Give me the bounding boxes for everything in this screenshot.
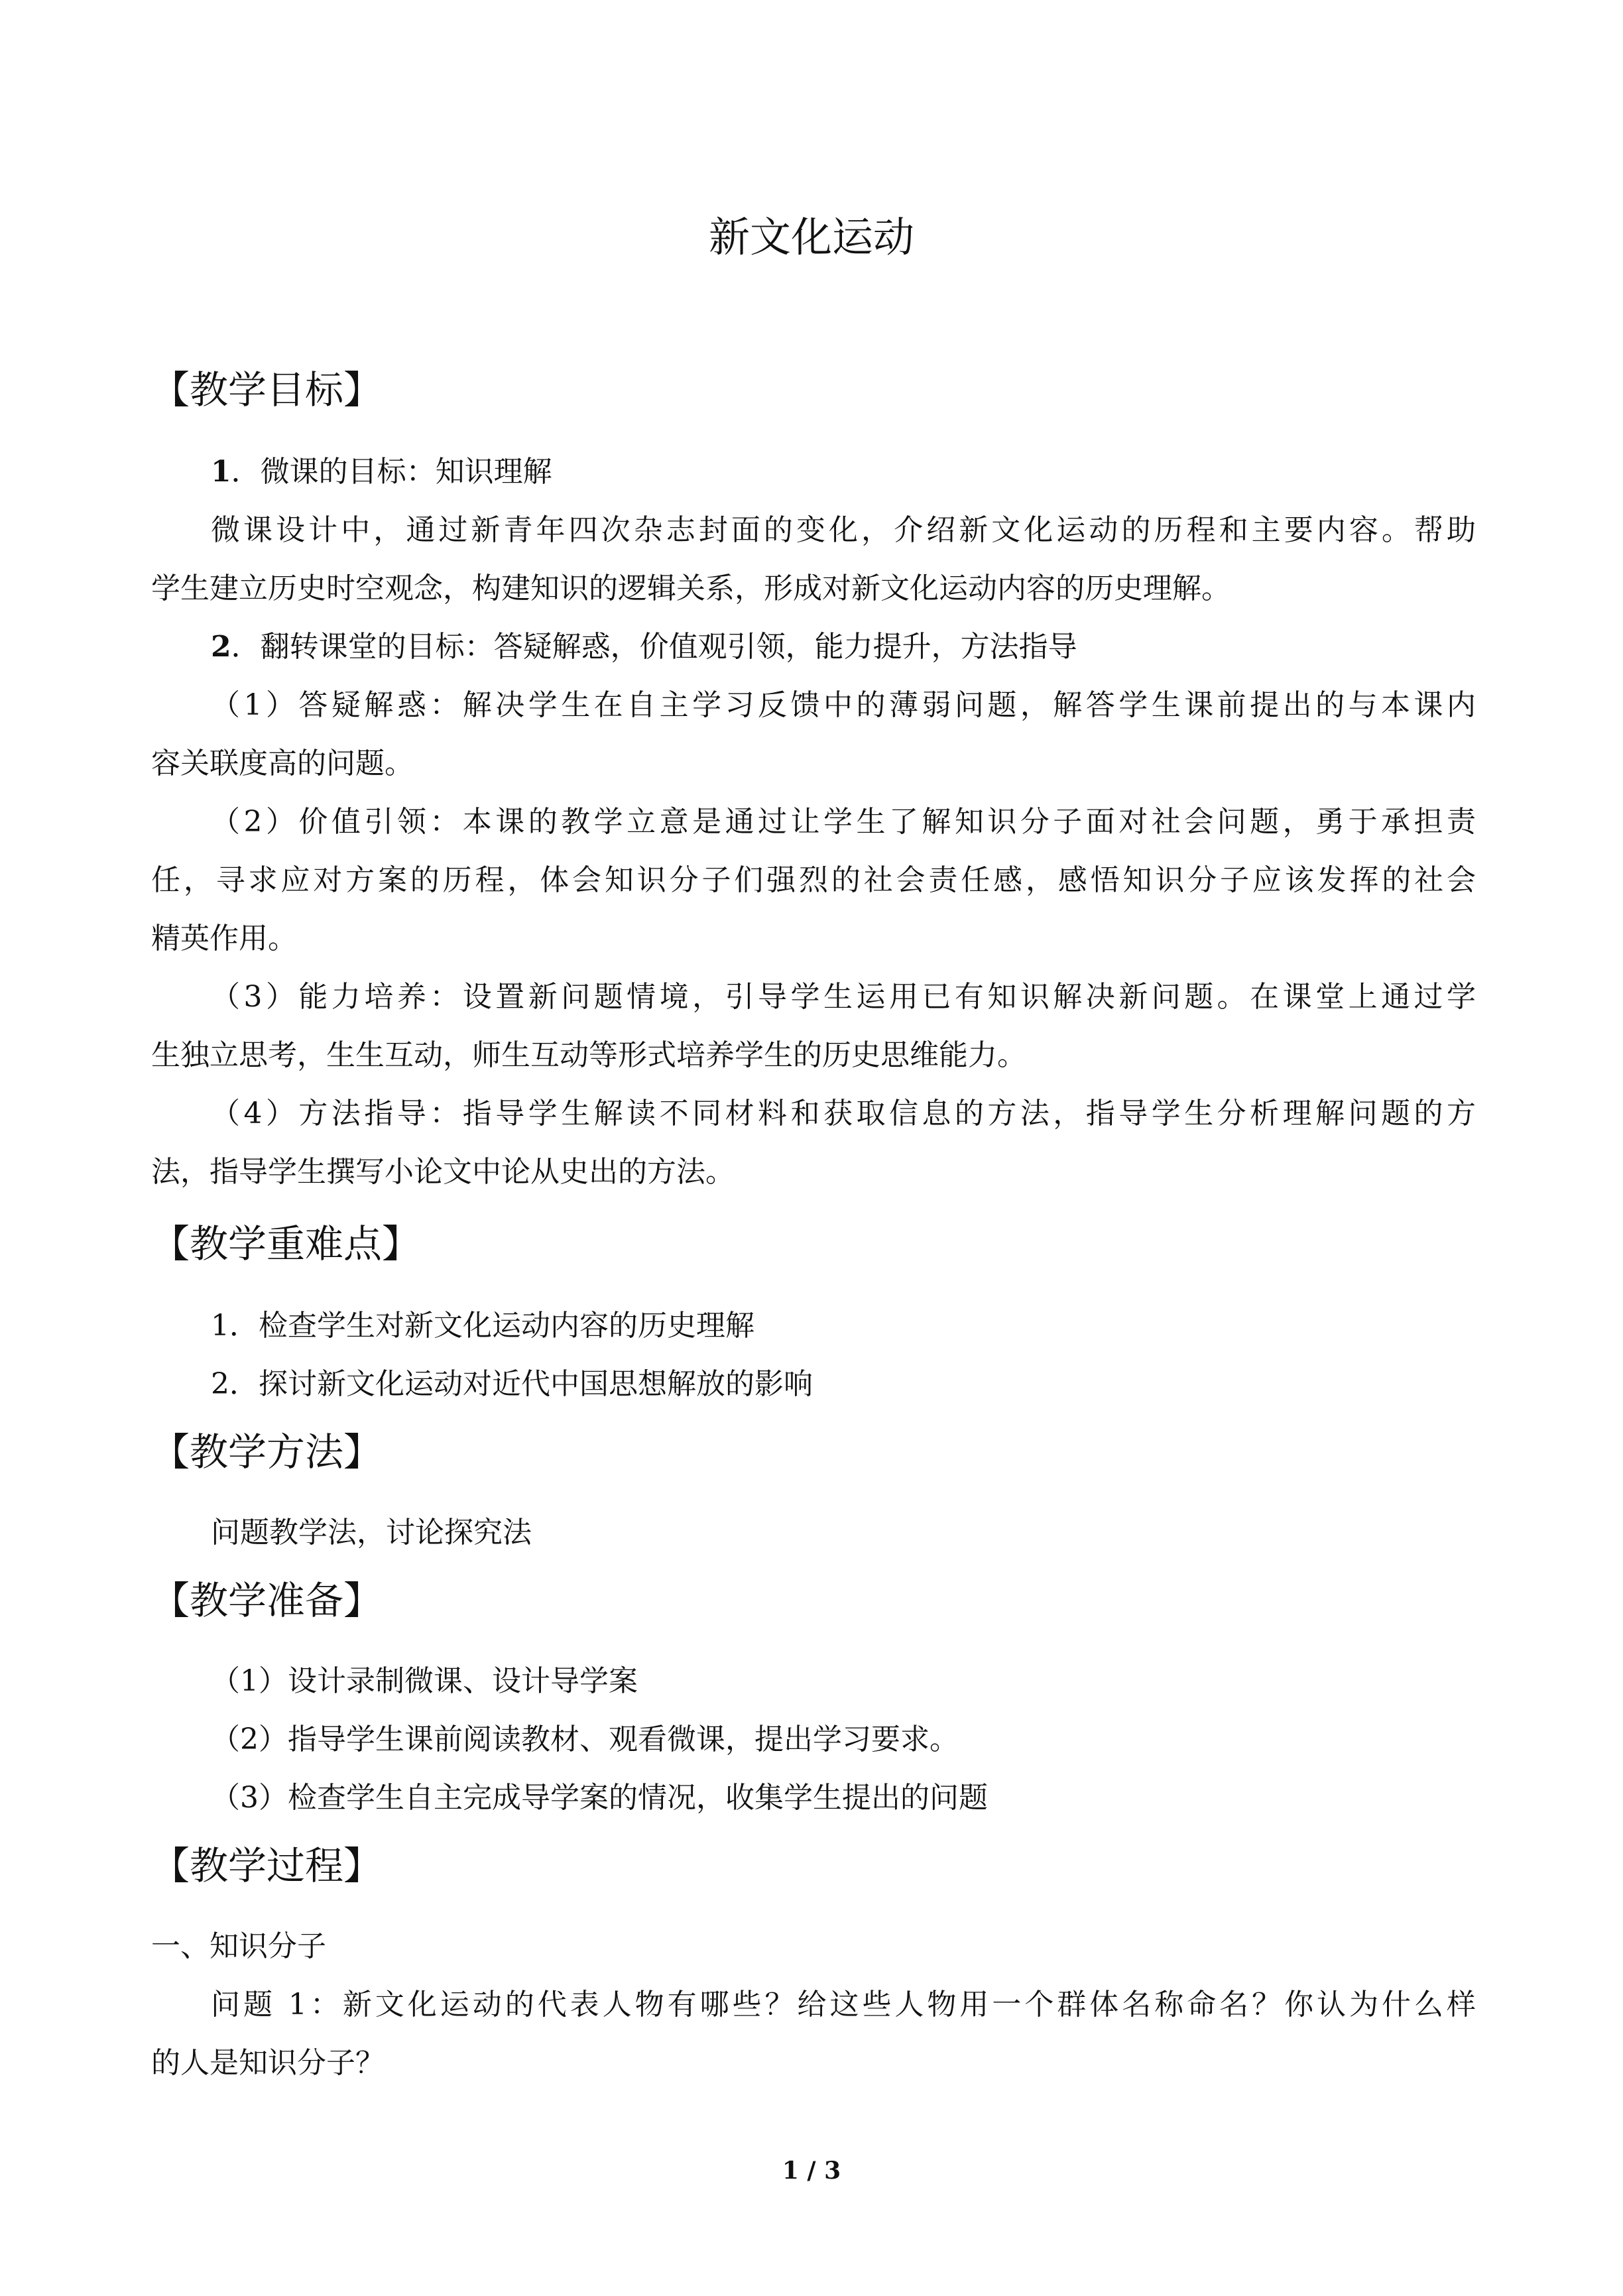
- objective-sub-2-line-2: 任，寻求应对方案的历程，体会知识分子们强烈的社会责任感，感悟知识分子应该发挥的社会: [151, 863, 1476, 897]
- key-point-item-2: 2．探讨新文化运动对近代中国思想解放的影响: [211, 1367, 813, 1401]
- objective-sub-2-line-3: 精英作用。: [151, 922, 297, 955]
- process-sub-heading: 一、知识分子: [151, 1929, 326, 1963]
- objective-item-2: [211, 626, 1077, 668]
- key-point-item-1: 1．检查学生对新文化运动内容的历史理解: [211, 1309, 754, 1343]
- objective-sub-1-line-2: 容关联度高的问题。: [151, 747, 414, 780]
- objective-item-1-number: 1: [211, 455, 231, 489]
- section-heading-methods: 【教学方法】: [151, 1429, 383, 1475]
- preparation-item-1: （1）设计录制微课、设计导学案: [211, 1664, 638, 1698]
- objective-item-1-text: ．微课的目标：知识理解: [231, 455, 552, 489]
- objective-sub-4-line-1: （4）方法指导：指导学生解读不同材料和获取信息的方法，指导学生分析理解问题的方: [211, 1097, 1476, 1130]
- section-heading-objectives: 【教学目标】: [151, 367, 383, 412]
- page-number: 1 / 3: [782, 2157, 841, 2185]
- objective-item-1: [211, 451, 552, 493]
- objective-item-2-text: ．翻转课堂的目标：答疑解惑，价值观引领，能力提升，方法指导: [231, 630, 1077, 664]
- objective-sub-4-line-2: 法，指导学生撰写小论文中论从史出的方法。: [151, 1155, 735, 1189]
- objective-item-2-number: 2: [211, 630, 231, 664]
- preparation-item-2: （2）指导学生课前阅读教材、观看微课，提出学习要求。: [211, 1722, 959, 1756]
- process-question-1-line-2: 的人是知识分子？: [151, 2046, 385, 2080]
- process-question-1-line-1: 问题 1：新文化运动的代表人物有哪些？给这些人物用一个群体名称命名？你认为什么样: [211, 1988, 1476, 2022]
- document-title: 新文化运动: [708, 213, 914, 261]
- objective-item-1-paragraph-line-2: 学生建立历史时空观念，构建知识的逻辑关系，形成对新文化运动内容的历史理解。: [151, 572, 1231, 605]
- section-heading-key-points: 【教学重难点】: [151, 1221, 421, 1266]
- methods-text: 问题教学法，讨论探究法: [211, 1516, 532, 1549]
- objective-sub-3-line-2: 生独立思考，生生互动，师生互动等形式培养学生的历史思维能力。: [151, 1038, 1026, 1072]
- objective-sub-2-line-1: （2）价值引领：本课的教学立意是通过让学生了解知识分子面对社会问题，勇于承担责: [211, 805, 1476, 839]
- objective-item-1-paragraph-line-1: 微课设计中，通过新青年四次杂志封面的变化，介绍新文化运动的历程和主要内容。帮助: [211, 513, 1476, 547]
- objective-sub-3-line-1: （3）能力培养：设置新问题情境，引导学生运用已有知识解决新问题。在课堂上通过学: [211, 980, 1476, 1014]
- objective-sub-1-line-1: （1）答疑解惑：解决学生在自主学习反馈中的薄弱问题，解答学生课前提出的与本课内: [211, 688, 1476, 722]
- section-heading-process: 【教学过程】: [151, 1843, 383, 1888]
- section-heading-preparation: 【教学准备】: [151, 1578, 383, 1623]
- preparation-item-3: （3）检查学生自主完成导学案的情况，收集学生提出的问题: [211, 1781, 988, 1815]
